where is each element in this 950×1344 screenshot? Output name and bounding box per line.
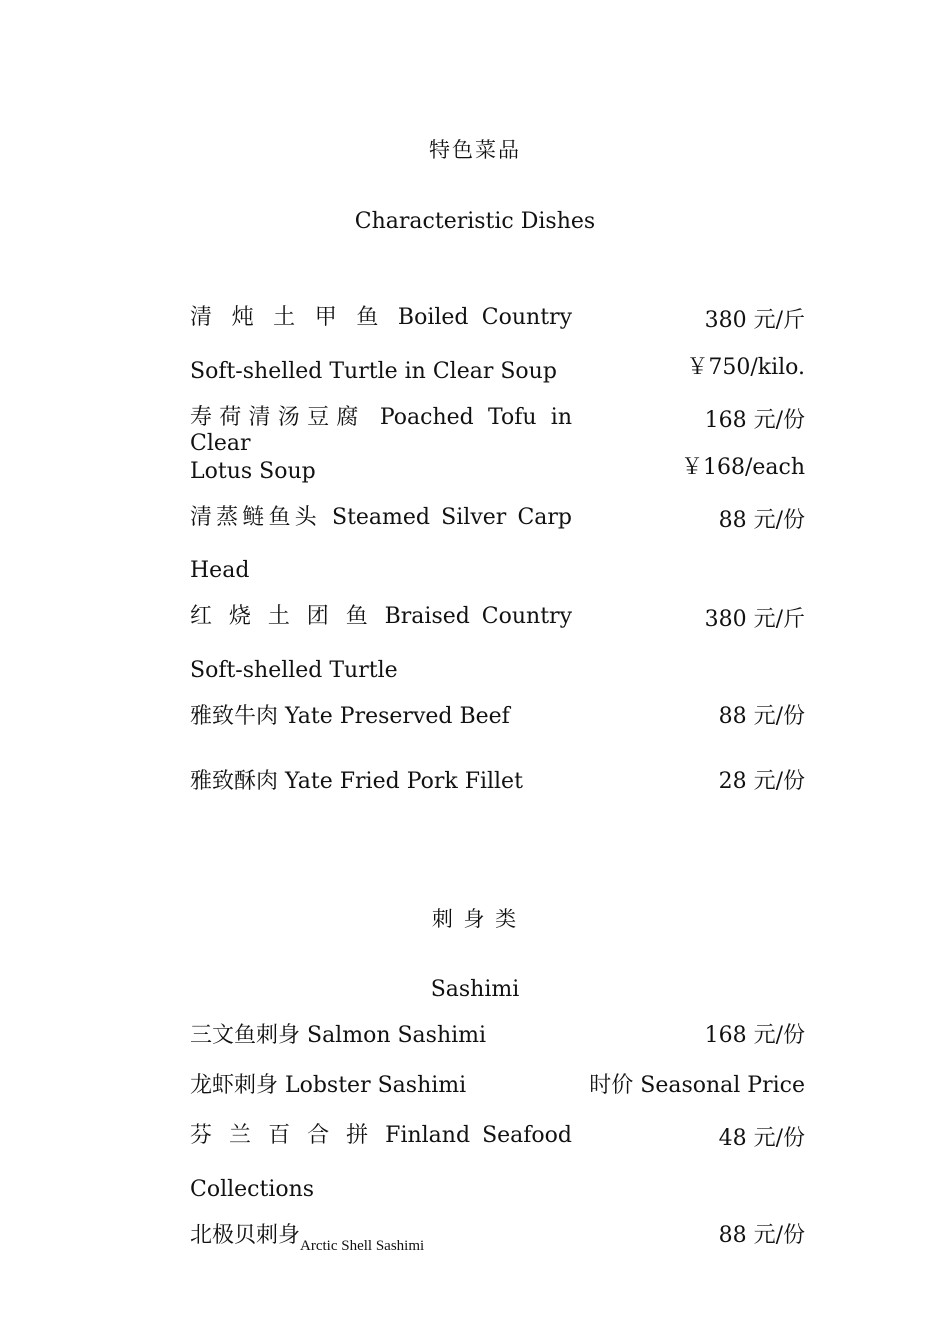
section-title-cn: 特色菜品 [429,138,521,162]
menu-item-price: 168 元/份 [704,1023,805,1048]
menu-item-price: 48 元/份 [718,1126,805,1151]
section-title-en: Characteristic Dishes [354,209,596,234]
menu-item-price-alt: ￥168/each [680,455,805,480]
menu-item-name: 芬 兰 百 合 拼 Finland Seafood [190,1123,572,1148]
menu-item-name-cont: Lotus Soup [190,459,316,484]
menu-item-name: 寿荷清汤豆腐 Poached Tofu in Clear [190,405,572,456]
section-title-cn: 刺 身 类 [431,907,519,931]
menu-item-name: 龙虾刺身 Lobster Sashimi [190,1073,467,1098]
menu-item-price: 380 元/斤 [704,607,805,632]
menu-item-price: 28 元/份 [718,769,805,794]
menu-item-name-cn: 北极贝刺身 [190,1223,301,1248]
menu-item-name: 雅致牛肉 Yate Preserved Beef [190,704,510,729]
menu-item-price: 168 元/份 [704,408,805,433]
menu-item-name: 清蒸鲢鱼头 Steamed Silver Carp [190,505,572,530]
menu-item-name: 三文鱼刺身 Salmon Sashimi [190,1023,487,1048]
menu-item-price-alt: ￥750/kilo. [686,355,805,380]
menu-item-name-cont: Collections [190,1177,315,1202]
menu-item-name-en: Arctic Shell Sashimi [300,1238,425,1254]
menu-item-price: 时价 Seasonal Price [589,1073,805,1098]
menu-item-name: 红 烧 土 团 鱼 Braised Country [190,604,572,629]
menu-item-name [190,1223,572,1254]
menu-item-name-cont: Head [190,558,250,583]
menu-item-price: 380 元/斤 [704,308,805,333]
menu-item-name-cont: Soft-shelled Turtle [190,658,398,683]
menu-item-name-cont: Soft-shelled Turtle in Clear Soup [190,359,557,384]
menu-item-name: 清 炖 土 甲 鱼 Boiled Country [190,305,572,330]
menu-item-name: 雅致酥肉 Yate Fried Pork Fillet [190,769,523,794]
menu-item-price: 88 元/份 [718,704,805,729]
section-title-en: Sashimi [430,977,520,1002]
menu-item-price: 88 元/份 [718,508,805,533]
menu-item-price: 88 元/份 [718,1223,805,1248]
